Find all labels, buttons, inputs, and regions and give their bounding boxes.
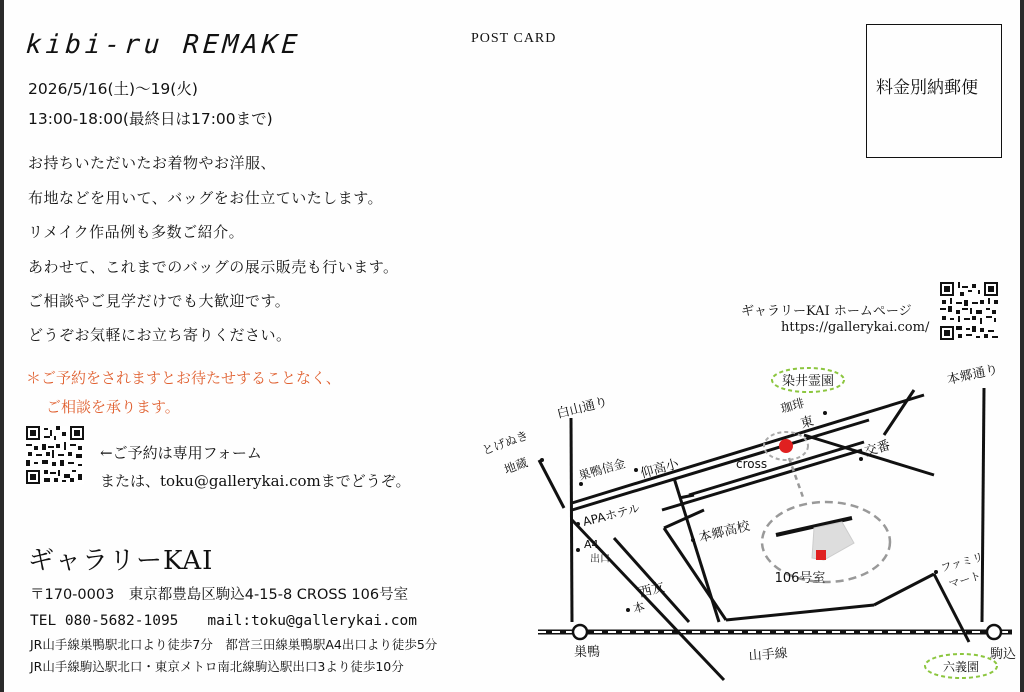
coffee-label: 珈琲: [778, 395, 806, 416]
description-line: あわせて、これまでのバッグの展示販売も行います。: [28, 258, 399, 276]
post-card-label: POST CARD: [471, 31, 557, 46]
access-map: [464, 360, 1016, 692]
sugamo-label: 巣鴨: [574, 645, 601, 660]
contact-suffix: までどうぞ。: [320, 472, 411, 490]
family-mart-label-1: ファミリ: [939, 550, 985, 575]
east-label: 東: [798, 413, 816, 432]
rikugien-label: 六義園: [942, 660, 980, 674]
komagome-label: 駒込: [990, 647, 1016, 662]
hon-label: 本: [631, 599, 647, 616]
homepage-label: ギャラリーKAI ホームページ: [741, 304, 912, 319]
cross-label: cross: [736, 457, 768, 471]
seiyu-label: 西友: [637, 580, 667, 601]
sugamo-shinkin-label: 巣鴨信金: [576, 456, 627, 483]
description-line: リメイク作品例も多数ご紹介。: [28, 223, 245, 241]
reservation-contact-line: [100, 470, 410, 491]
hongo-dori-label: 本郷通り: [945, 362, 1000, 388]
gyoko-label: 仰高小: [638, 456, 681, 482]
reservation-qr-code-icon[interactable]: [26, 426, 84, 484]
event-hours: 13:00-18:00(最終日は17:00まで): [28, 110, 273, 128]
a4-label: A4: [584, 538, 599, 551]
komagome-station-icon: [987, 625, 1001, 639]
event-title: kibi-ru REMAKE: [24, 30, 303, 60]
koban-label: 交番: [862, 438, 893, 460]
homepage-url[interactable]: https://gallerykai.com/: [781, 320, 930, 335]
family-mart-label-2: マート: [947, 569, 983, 591]
location-marker-icon: [779, 439, 793, 453]
hongo-school-label: 本郷高校: [697, 518, 752, 546]
room-label: 106号室: [774, 571, 826, 586]
contact-prefix: または、: [100, 472, 161, 490]
jizo-label: 地蔵: [502, 455, 530, 477]
description-line: どうぞお気軽にお立ち寄りください。: [28, 326, 292, 344]
gallery-address: 〒170-0003 東京都豊島区駒込4-15-8 CROSS 106号室: [30, 587, 409, 603]
togenuki-label: とげぬき: [480, 428, 531, 458]
somei-label: 染井霊園: [781, 374, 835, 389]
description-line: ご相談やご見学だけでも大歓迎です。: [28, 292, 291, 310]
homepage-qr-code-icon[interactable]: [940, 282, 998, 340]
description-line: お持ちいただいたお着物やお洋服、: [28, 154, 277, 172]
room-marker: [816, 550, 826, 560]
roads: [539, 388, 984, 680]
description-line: 布地などを用いて、バッグをお仕立ていたします。: [28, 189, 384, 207]
yamanote-label: 山手線: [748, 646, 789, 664]
stamp-label: 料金別納郵便: [876, 78, 978, 98]
email-link[interactable]: toku@gallerykai.com: [160, 472, 321, 490]
access-line: JR山手線駒込駅北口・東京メトロ南北線駒込駅出口3より徒歩10分: [30, 659, 404, 674]
reservation-note: ＊ご予約をされますとお待たせすることなく、: [26, 369, 341, 387]
apa-hotel-label: APAホテル: [581, 501, 642, 529]
exit-label: 出口: [590, 554, 610, 565]
reservation-note: ご相談を承ります。: [46, 398, 180, 416]
gallery-contact: TEL 080-5682-1095 mail:toku@gallerykai.com: [30, 613, 417, 629]
access-line: JR山手線巣鴨駅北口より徒歩7分 都営三田線巣鴨駅A4出口より徒歩5分: [30, 637, 438, 652]
postcard: [4, 0, 1020, 692]
sugamo-station-icon: [573, 625, 587, 639]
hakusan-dori-label: 白山通り: [555, 394, 610, 422]
reservation-form-text: ←ご予約は専用フォーム: [100, 444, 262, 462]
event-date: 2026/5/16(土)〜19(火): [28, 80, 198, 98]
gallery-name: ギャラリーKAI: [28, 546, 214, 576]
